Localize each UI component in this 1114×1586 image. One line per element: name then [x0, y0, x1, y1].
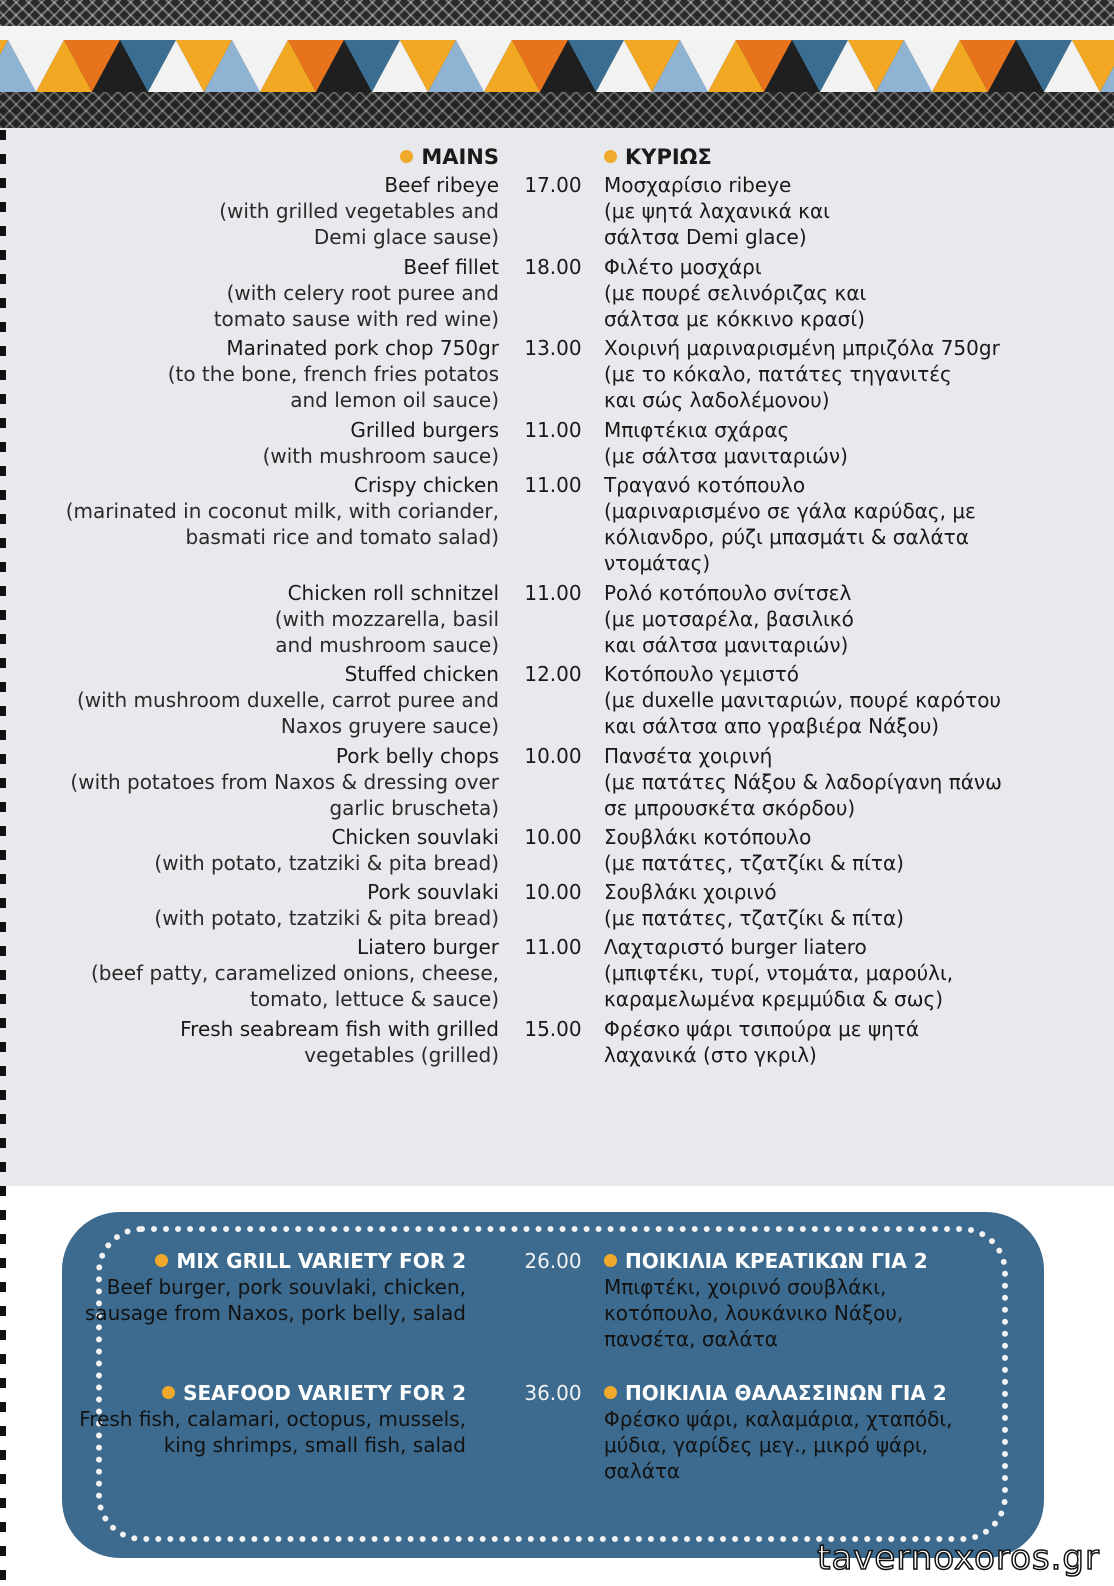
item-english: [168, 335, 499, 413]
item-greek: [604, 172, 830, 250]
variety-title-en-line: [79, 1380, 466, 1406]
item-greek: [604, 661, 1001, 739]
variety-greek: [604, 1248, 928, 1352]
item-price: 11.00: [524, 935, 582, 959]
item-english: [180, 1016, 499, 1068]
variety-title-gr-line: [604, 1248, 928, 1274]
item-desc-gr: (με το κόκαλο, πατάτες τηγανιτές: [604, 362, 952, 386]
item-desc-gr: (με duxelle μανιταριών, πουρέ καρότου: [604, 688, 1002, 712]
top-white-strip: [0, 26, 1114, 40]
item-name-gr: Ρολό κοτόπουλο σνίτσελ: [604, 580, 852, 605]
item-desc-en: vegetables (grilled): [304, 1042, 499, 1067]
item-desc-gr: (με πατάτες Νάξου & λαδορίγανη πάνω: [604, 769, 1002, 794]
item-name-gr: Τραγανό κοτόπουλο: [604, 472, 806, 497]
bottom-pattern-band: [0, 92, 1114, 128]
item-greek: [604, 417, 848, 469]
item-name-gr: Πανσέτα χοιρινή: [604, 743, 773, 768]
item-price: 10.00: [524, 743, 582, 768]
item-name-en: Grilled burgers: [350, 417, 499, 442]
item-desc-gr: κόλιανδρο, ρύζι μπασμάτι & σαλάτα: [604, 524, 969, 549]
item-desc-en: (to the bone, french fries potatos: [167, 362, 499, 386]
variety-english: [85, 1248, 466, 1326]
item-desc-gr: και σάλτσα απο γραβιέρα Νάξου): [604, 714, 940, 738]
item-desc-en: (with mozzarella, basil: [274, 606, 499, 631]
item-greek: [604, 743, 1002, 821]
item-english: [154, 879, 499, 931]
variety-title-en: SEAFOOD VARIETY FOR 2: [183, 1381, 466, 1405]
item-desc-en: (marinated in coconut milk, with coriander,: [65, 498, 499, 523]
variety-box: [62, 1212, 1044, 1558]
item-desc-gr: καραμελωμένα κρεμμύδια & σως): [604, 987, 943, 1011]
item-desc-en: Naxos gruyere sauce): [280, 714, 499, 738]
item-desc-gr: (με σάλτσα μανιταριών): [604, 443, 848, 468]
item-english: [275, 580, 499, 658]
variety-desc-en: king shrimps, small fish, salad: [163, 1433, 466, 1457]
variety-greek: [604, 1380, 953, 1484]
item-desc-en: (with potatoes from Naxos & dressing over: [70, 769, 499, 794]
bullet-dot-icon: [604, 1254, 617, 1267]
item-desc-gr: (με πατάτες, τζατζίκι & πίτα): [604, 851, 904, 875]
variety-desc-gr: πανσέτα, σαλάτα: [604, 1327, 778, 1351]
item-price: 11.00: [524, 472, 582, 497]
item-desc-gr: (με ψητά λαχανικά και: [604, 199, 830, 223]
variety-desc-gr: Φρέσκο ψάρι, καλαμάρια, χταπόδι,: [604, 1407, 953, 1431]
item-english: [70, 743, 499, 821]
triangle-pattern-band: [0, 40, 1114, 92]
item-english: [91, 934, 499, 1012]
item-price: 18.00: [524, 254, 582, 279]
item-greek: [604, 472, 976, 576]
variety-desc-gr: μύδια, γαρίδες μεγ., μικρό ψάρι,: [604, 1433, 929, 1457]
item-desc-en: (with mushroom sauce): [262, 443, 499, 468]
variety-title-en: MIX GRILL VARIETY FOR 2: [176, 1249, 466, 1273]
item-name-en: Chicken souvlaki: [331, 825, 499, 849]
item-price: 11.00: [524, 580, 582, 605]
item-greek: [604, 879, 904, 931]
item-desc-gr: (μαριναρισμένο σε γάλα καρύδας, με: [604, 498, 976, 523]
variety-desc-en: Beef burger, pork souvlaki, chicken,: [106, 1275, 466, 1299]
item-name-en: Fresh seabream fish with grilled: [180, 1016, 499, 1041]
variety-price: 26.00: [524, 1249, 582, 1273]
item-name-en: Pork souvlaki: [367, 880, 499, 904]
top-pattern-band: [0, 0, 1114, 26]
bullet-dot-icon: [162, 1386, 175, 1399]
item-english: [77, 661, 499, 739]
item-desc-gr: και σώς λαδολέμονου): [604, 388, 830, 412]
bullet-dot-icon: [604, 150, 617, 163]
item-english: [214, 254, 499, 332]
item-name-gr: Χοιρινή μαριναρισμένη μπριζόλα 750gr: [604, 336, 1000, 360]
item-desc-en: (beef patty, caramelized onions, cheese,: [90, 961, 499, 985]
item-price: 11.00: [524, 417, 582, 442]
bullet-dot-icon: [155, 1254, 168, 1267]
item-desc-gr: λαχανικά (στο γκριλ): [604, 1042, 817, 1067]
item-greek: [604, 934, 953, 1012]
item-name-gr: Φιλέτο μοσχάρι: [604, 254, 762, 279]
item-desc-en: (with potato, tzatziki & pita bread): [154, 851, 499, 875]
item-name-en: Stuffed chicken: [344, 662, 499, 686]
item-desc-en: and lemon oil sauce): [290, 388, 499, 412]
variety-english: [79, 1380, 466, 1458]
item-desc-en: garlic bruscheta): [329, 795, 499, 820]
variety-title-gr: ΠΟΙΚΙΛΙΑ ΚΡΕΑΤΙΚΩΝ ΓΙΑ 2: [625, 1249, 928, 1273]
item-desc-gr: (με μοτσαρέλα, βασιλικό: [604, 606, 854, 631]
mains-heading-en: MAINS: [400, 144, 499, 170]
bullet-dot-icon: [604, 1386, 617, 1399]
item-name-gr: Φρέσκο ψάρι τσιπούρα με ψητά: [604, 1016, 920, 1041]
item-desc-en: tomato, lettuce & sauce): [250, 987, 499, 1011]
item-name-gr: Μπιφτέκια σχάρας: [604, 417, 790, 442]
item-desc-gr: (με πατάτες, τζατζίκι & πίτα): [604, 906, 904, 930]
item-greek: [604, 824, 904, 876]
item-desc-gr: ντομάτας): [604, 550, 711, 575]
item-desc-gr: σάλτσα Demi glace): [604, 225, 807, 249]
item-name-gr: Σουβλάκι κοτόπουλο: [604, 825, 812, 849]
variety-desc-en: sausage from Naxos, pork belly, salad: [84, 1301, 466, 1325]
item-desc-en: tomato sause with red wine): [213, 306, 499, 331]
item-desc-en: (with mushroom duxelle, carrot puree and: [76, 688, 499, 712]
item-price: 13.00: [524, 336, 582, 360]
item-desc-en: (with celery root puree and: [226, 280, 499, 305]
item-greek: [604, 335, 1000, 413]
item-name-en: Liatero burger: [357, 935, 499, 959]
watermark-text: tavernoxoros.gr: [817, 1538, 1100, 1578]
item-name-en: Beef fillet: [403, 254, 499, 279]
item-greek: [604, 580, 854, 658]
item-desc-gr: (μπιφτέκι, τυρί, ντομάτα, μαρούλι,: [604, 961, 954, 985]
item-name-gr: Μοσχαρίσιο ribeye: [604, 173, 792, 197]
item-english: [66, 472, 499, 550]
item-price: 15.00: [524, 1016, 582, 1041]
item-desc-en: Demi glace sause): [313, 225, 499, 249]
variety-desc-en: Fresh fish, calamari, octopus, mussels,: [79, 1407, 466, 1431]
item-english: [154, 824, 499, 876]
bullet-dot-icon: [400, 150, 413, 163]
variety-desc-gr: Μπιφτέκι, χοιρινό σουβλάκι,: [604, 1275, 887, 1299]
item-name-en: Marinated pork chop 750gr: [226, 336, 499, 360]
item-desc-en: basmati rice and tomato salad): [185, 524, 499, 549]
item-name-en: Pork belly chops: [335, 743, 499, 768]
item-desc-en: (with grilled vegetables and: [219, 199, 499, 223]
item-english: [219, 172, 499, 250]
item-name-en: Chicken roll schnitzel: [287, 580, 499, 605]
variety-title-gr-line: [604, 1380, 953, 1406]
item-desc-gr: σάλτσα με κόκκινο κρασί): [604, 306, 865, 331]
item-name-en: Beef ribeye: [384, 173, 499, 197]
mains-heading-gr: ΚΥΡΙΩΣ: [604, 144, 712, 170]
spiral-binding: [0, 130, 6, 1586]
item-greek: [604, 254, 866, 332]
variety-title-gr: ΠΟΙΚΙΛΙΑ ΘΑΛΑΣΣΙΝΩΝ ΓΙΑ 2: [625, 1381, 947, 1405]
variety-title-en-line: [85, 1248, 466, 1274]
item-greek: [604, 1016, 919, 1068]
item-desc-en: and mushroom sauce): [275, 632, 499, 657]
item-desc-gr: σε μπρουσκέτα σκόρδου): [604, 795, 856, 820]
item-price: 10.00: [524, 880, 582, 904]
item-price: 12.00: [524, 662, 582, 686]
item-desc-gr: και σάλτσα μανιταριών): [604, 632, 849, 657]
item-name-en: Crispy chicken: [353, 472, 499, 497]
item-desc-en: (with potato, tzatziki & pita bread): [154, 906, 499, 930]
item-desc-gr: (με πουρέ σελινόριζας και: [604, 280, 867, 305]
variety-desc-gr: σαλάτα: [604, 1459, 681, 1483]
item-name-gr: Σουβλάκι χοιρινό: [604, 880, 777, 904]
item-price: 10.00: [524, 825, 582, 849]
mains-panel: [0, 128, 1114, 1186]
item-price: 17.00: [524, 173, 582, 197]
item-name-gr: Λαχταριστό burger liatero: [604, 935, 867, 959]
variety-desc-gr: κοτόπουλο, λουκάνικο Νάξου,: [604, 1301, 904, 1325]
item-name-gr: Κοτόπουλο γεμιστό: [604, 662, 799, 686]
item-english: [263, 417, 499, 469]
variety-price: 36.00: [524, 1381, 582, 1405]
